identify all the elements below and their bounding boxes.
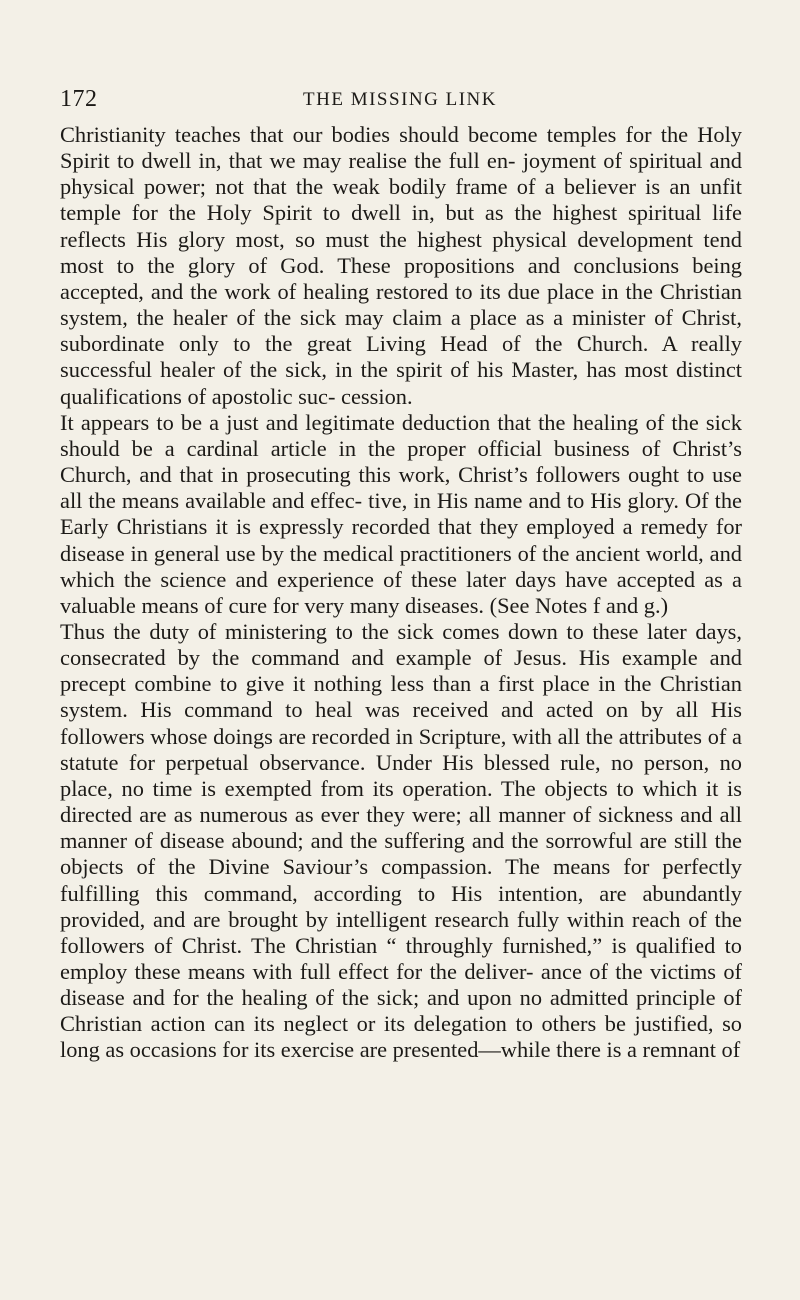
paragraph-3: Thus the duty of ministering to the sick comes down to these later days, consecrated by the command and example of Jesus. His example and precept combine to give it nothing less than a first place in the Christian system. His command to heal was received and acted on by all His followers whose doings are recorded in Scripture, with all the attributes of a statute for perpetual observance. Under His blessed rule, no person, no place, no time is exempted from its operation. The objects to which it is directed are as numerous as ever they were; all manner of sickness and all manner of disease abound; and the suffering and the sorrowful are still the objects of the Divine Saviour’s compassion. The means for perfectly fulfilling this command, according to His intention, are abundantly provided, and are brought by intelligent research fully within reach of the followers of Christ. The Christian “ throughly furnished,” is qualified to employ these means with full effect for the deliver- ance of the victims of disease and for the healing of the sick; and upon no admitted principle of Christian action can its neglect or its delegation to others be justified, so long as occasions for its exercise are presented—while there is a remnant of bbox=[60, 618, 742, 1063]
running-head bbox=[60, 86, 740, 116]
body-text bbox=[60, 122, 742, 1064]
paragraph-2: It appears to be a just and legitimate deduction that the healing of the sick should be a cardinal article in the proper official business of Christ’s Church, and that in prosecuting this work, Christ’s followers ought to use all the means available and effec- tive, in His name and to His glory. Of the Early Christians it is expressly recorded that they employed a remedy for disease in general use by the medical practitioners of the ancient world, and which the science and experience of these later days have accepted as a valuable means of cure for very many diseases. (See Notes f and g.) bbox=[60, 409, 742, 618]
page-number: 172 bbox=[60, 86, 98, 112]
paragraph-1: Christianity teaches that our bodies should become temples for the Holy Spirit to dwell in, that we may realise the full en- joyment of spiritual and physical power; not that the weak bodily frame of a believer is an unfit temple for the Holy Spirit to dwell in, but as the highest spiritual life reflects His glory most, so must the highest physical development tend most to the glory of God. These propositions and conclusions being accepted, and the work of healing restored to its due place in the Christian system, the healer of the sick may claim a place as a minister of Christ, subordinate only to the great Living Head of the Church. A really successful healer of the sick, in the spirit of his Master, has most distinct qualifications of apostolic suc- cession. bbox=[60, 122, 742, 409]
running-title: THE MISSING LINK bbox=[303, 89, 497, 110]
